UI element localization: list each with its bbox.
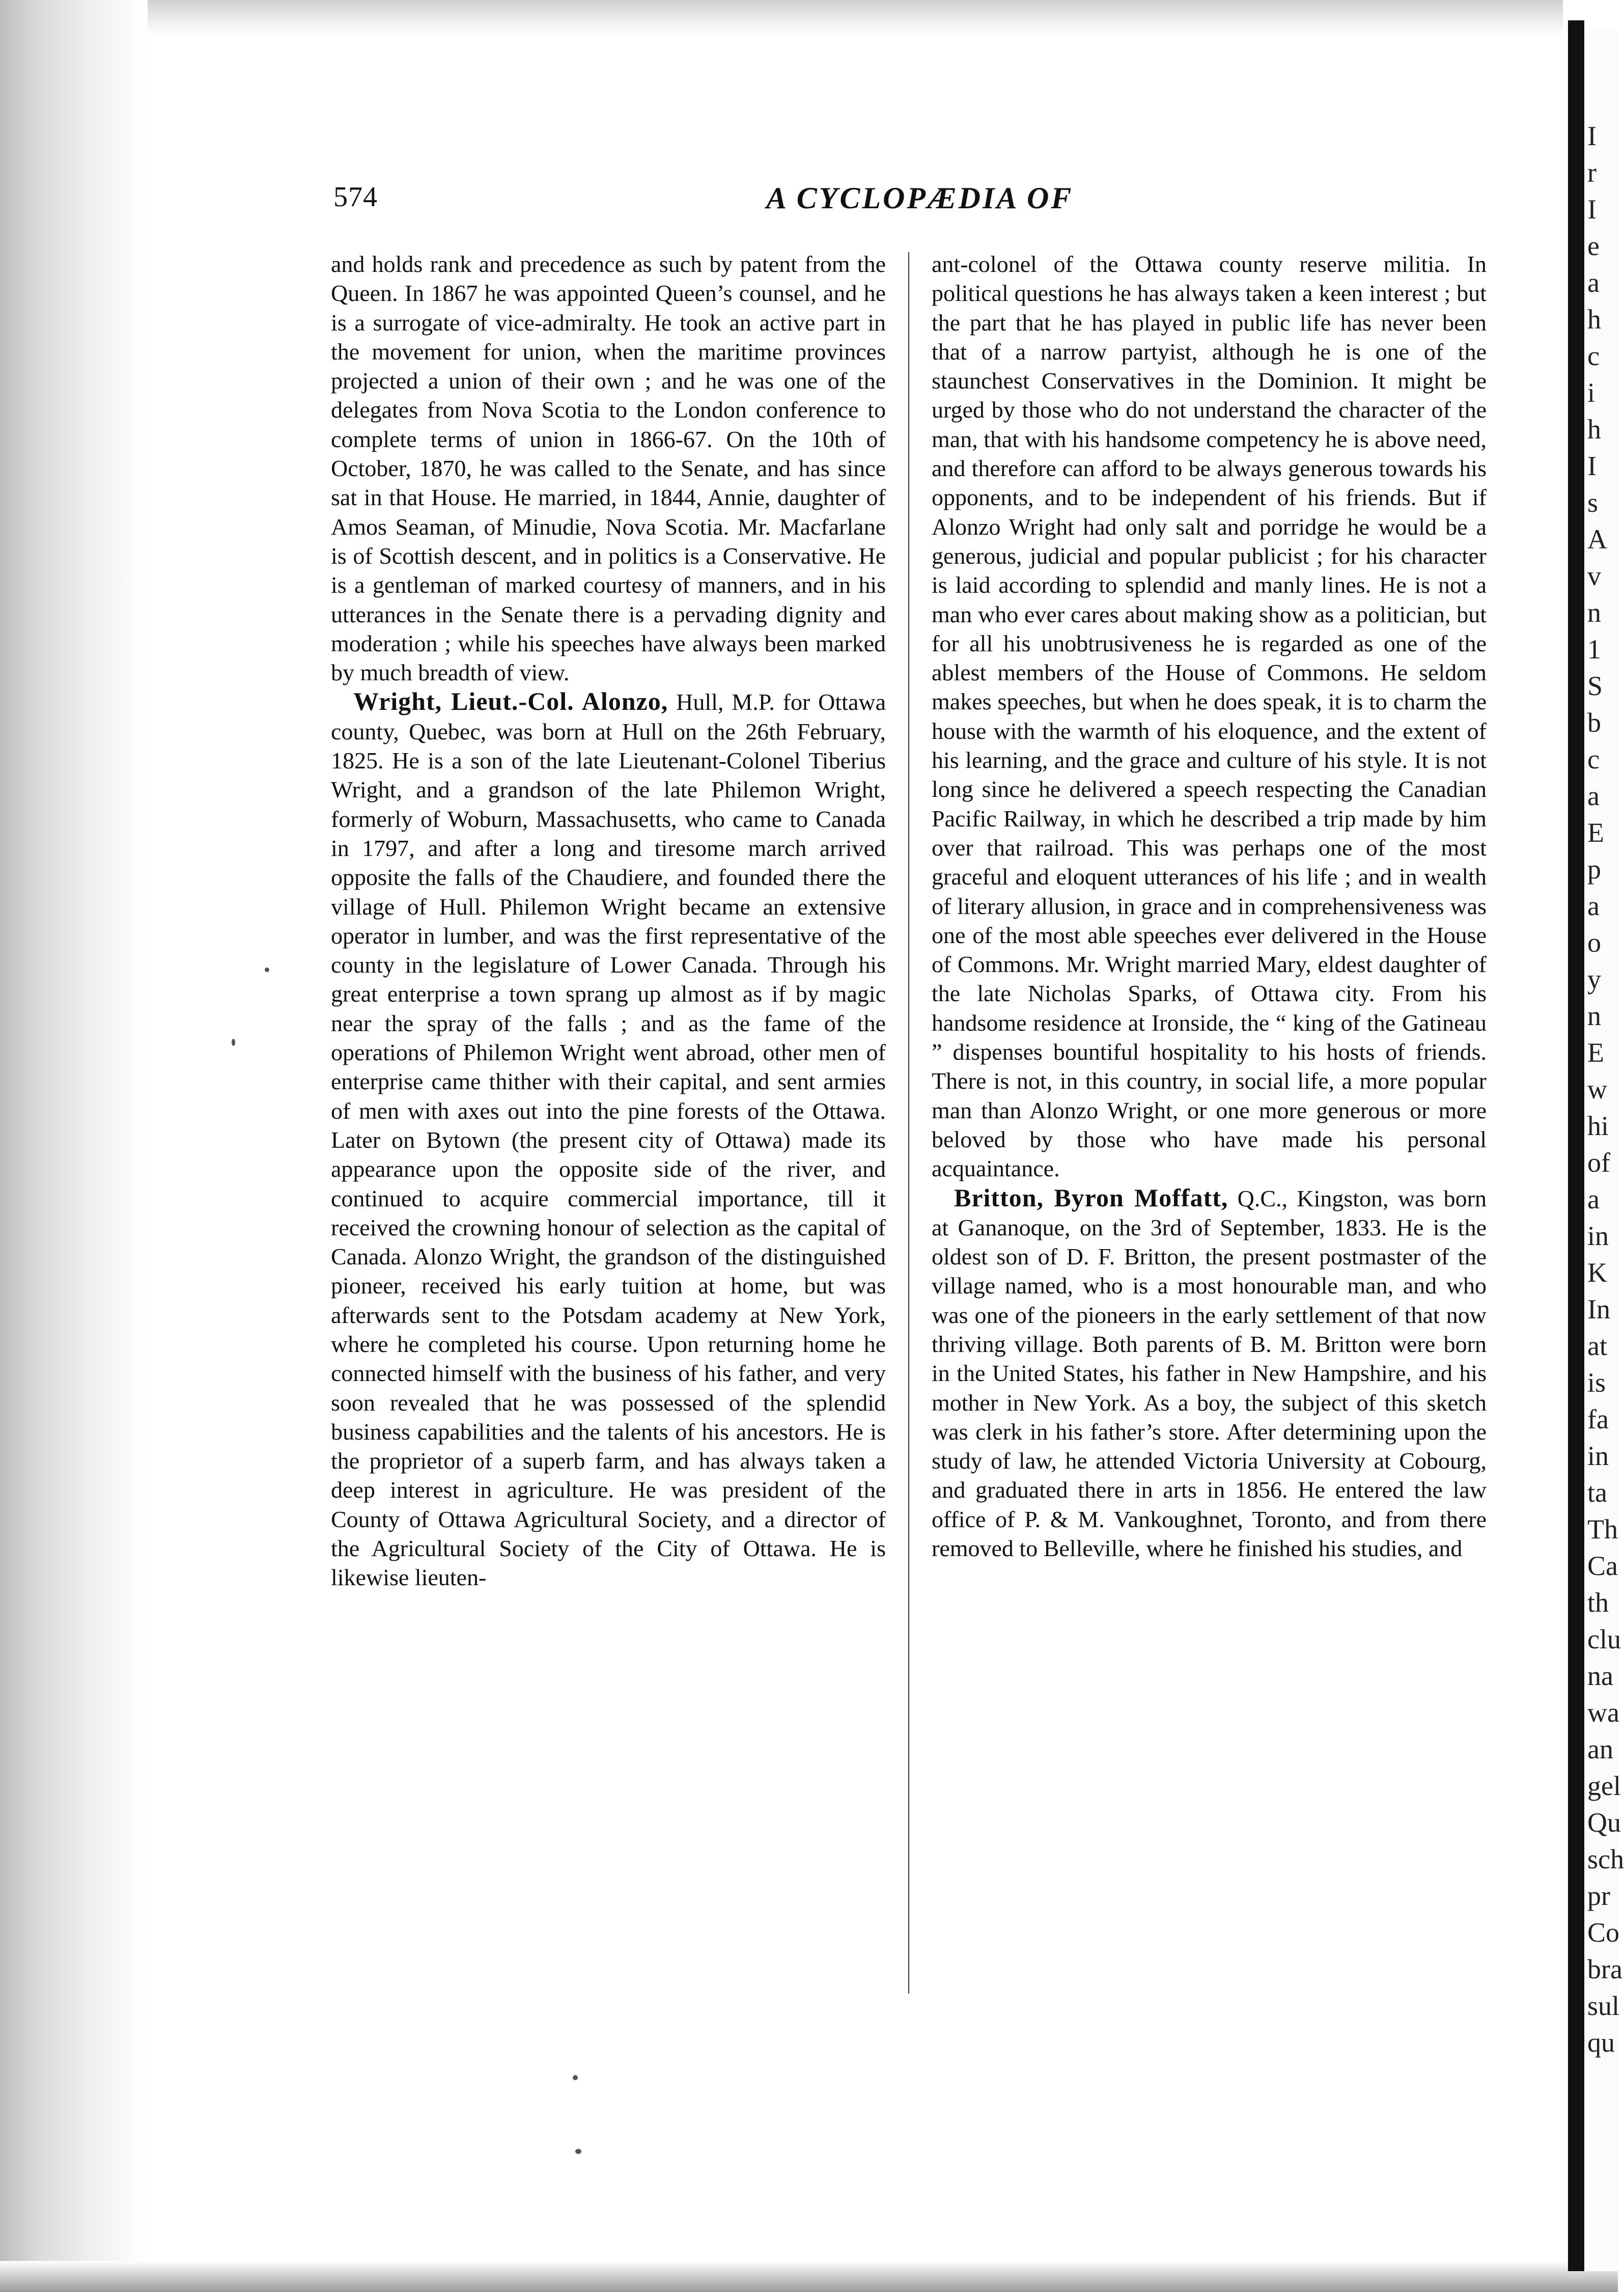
entry-britton — [932, 1183, 1487, 1563]
facing-page-letter: h — [1587, 304, 1601, 335]
facing-page-letter: in — [1587, 1441, 1609, 1471]
facing-page-letter: clu — [1587, 1624, 1621, 1654]
facing-page-letter: a — [1587, 1184, 1600, 1214]
facing-page-letter: Th — [1587, 1514, 1618, 1544]
entry-wright — [331, 687, 886, 1592]
facing-page-letter: hi — [1587, 1111, 1609, 1141]
facing-page-letter: 1 — [1587, 634, 1601, 665]
facing-page-letter: E — [1587, 817, 1604, 848]
ink-speck — [575, 2149, 581, 2154]
paragraph-macfarlane-continued: and holds rank and precedence as such by patent from the Queen. In 1867 he was appointed Queen’s counsel, and he is a surrogate of vice-admiralty. He took an active part in the movement for union, when the maritime provinces projected a union of their own ; and he was one of the delegates from Nova Scotia to the London conference to complete terms of union in 1866-67. On the 10th of October, 1870, he was called to the Senate, and has since sat in that House. He married, in 1844, Annie, daughter of Amos Seaman, of Minudie, Nova Scotia. Mr. Macfarlane is of Scottish descent, and in politics is a Conservative. He is a gentleman of marked courtesy of manners, and in his utterances in the Senate there is a pervading dignity and moderation ; while his speeches have always been marked by much breadth of view. — [331, 251, 886, 686]
entry-text-wright: Hull, M.P. for Ottawa county, Quebec, was born at Hull on the 26th February, 1825. He is a son of the late Lieutenant-Colonel Tiberius Wright, and a grandson of the late Philemon Wright, formerly of Woburn, Massachusetts, who came to Canada in 1797, and after a long and tiresome march arrived opposite the falls of the Chaudiere, and founded there the village of Hull. Philemon Wright became an extensive operator in lumber, and was the first representative of the county in the legislature of Lower Canada. Through his great enterprise a town sprang up almost as if by magic near the spray of the falls ; and as the fame of the operations of Philemon Wright went abroad, other men of enterprise came thither with their capital, and sent armies of men with axes out into the pine forests of the Ottawa. Later on Bytown (the present city of Ottawa) made its appearance upon the opposite side of the river, and continued to acquire commercial importance, till it received the crowning honour of selection as the capital of Canada. Alonzo Wright, the grandson of the distinguished pioneer, received his early tuition at home, but was afterwards sent to the Potsdam academy at New York, where he completed his course. Upon returning home he connected himself with the business of his father, and very soon revealed that he was possessed of the splendid business capabilities and the talents of his ancestors. He is the proprietor of a superb farm, and has always taken a deep interest in agriculture. He was president of the County of Ottawa Agricultural Society, and a director of the Agricultural Society of the City of Ottawa. He is likewise lieuten- — [331, 689, 886, 1591]
facing-page-letter: o — [1587, 927, 1601, 958]
facing-page-letter: K — [1587, 1257, 1607, 1288]
scan-edge-bottom — [0, 2261, 1618, 2292]
facing-page-letter: h — [1587, 414, 1601, 445]
facing-page-letter: S — [1587, 671, 1603, 701]
entry-name-wright: Wright, Lieut.-Col. Alonzo, — [353, 687, 668, 716]
facing-page-letter: Qu — [1587, 1807, 1621, 1838]
facing-page-letter: p — [1587, 854, 1601, 885]
facing-page-letter: y — [1587, 964, 1601, 995]
scan-edge-top — [148, 0, 1563, 36]
facing-page-letter: I — [1587, 451, 1597, 481]
entry-name-britton: Britton, Byron Moffatt, — [954, 1183, 1228, 1212]
facing-page-letter: th — [1587, 1587, 1609, 1618]
facing-page-letter: in — [1587, 1221, 1609, 1251]
facing-page-letter: at — [1587, 1331, 1607, 1361]
right-column — [932, 250, 1487, 1563]
entry-text-britton: Q.C., Kingston, was born at Gananoque, on the 3rd of September, 1833. He is the oldest son of D. F. Britton, the present postmaster of the village named, who is a most honourable man, and who was one of the pioneers in the early settlement of that now thriving village. Both parents of B. M. Britton were born in the United States, his father in New Hampshire, and his mother in New York. As a boy, the subject of this sketch was clerk in his father’s store. After determining upon the study of law, he attended Victoria University at Cobourg, and graduated there in arts in 1856. He entered the law office of P. & M. Vankoughnet, Toronto, and from there removed to Belleville, where he finished his studies, and — [932, 1185, 1487, 1562]
facing-page-letter: n — [1587, 597, 1601, 628]
facing-page-letter: sch — [1587, 1844, 1624, 1874]
facing-page-letter: qu — [1587, 2027, 1615, 2058]
facing-page-letter: b — [1587, 707, 1601, 738]
column-divider — [908, 252, 909, 1994]
facing-page-letter: I — [1587, 194, 1597, 225]
facing-page-fragment — [1584, 31, 1624, 2271]
facing-page-letter: sul — [1587, 1991, 1620, 2021]
facing-page-letter: bra — [1587, 1954, 1622, 1984]
facing-page-letter: ta — [1587, 1477, 1607, 1508]
ink-speck — [573, 2075, 578, 2080]
page-number: 574 — [333, 181, 378, 213]
facing-page-letter: A — [1587, 524, 1607, 555]
facing-page-letter: fa — [1587, 1404, 1609, 1434]
facing-page-letter: i — [1587, 377, 1595, 408]
facing-page-letter: of — [1587, 1147, 1610, 1178]
facing-page-letter: a — [1587, 891, 1600, 921]
facing-page-letter: wa — [1587, 1697, 1619, 1728]
facing-page-letter: an — [1587, 1734, 1613, 1764]
facing-page-letter: c — [1587, 744, 1600, 775]
paragraph-wright-continued: ant-colonel of the Ottawa county reserve militia. In political questions he has always taken a keen interest ; but the part that he has played in public life has never been that of a narrow partyist, although he is one of the staunchest Conservatives in the Dominion. It might be urged by those who do not understand the character of the man, that with his handsome competency he is above need, and therefore can afford to be always generous towards his opponents, and to be independent of his friends. But if Alonzo Wright had only salt and porridge he would be a generous, judicial and popular publicist ; for his character is laid according to splendid and manly lines. He is not a man who ever cares about making show as a politician, but for all his unobtrusiveness he is regarded as one of the ablest members of the House of Commons. He seldom makes speeches, but when he does speak, it is to charm the house with the warmth of his eloquence, and the extent of his learning, and the grace and culture of his style. It is not long since he delivered a speech respecting the Canadian Pacific Railway, in which he described a trip made by him over that railroad. This was perhaps one of the most graceful and eloquent utterances of his life ; and in wealth of literary allusion, in grace and in comprehensiveness was one of the most able speeches ever delivered in the House of Commons. Mr. Wright married Mary, eldest daughter of the late Nicholas Sparks, of Ottawa city. From his handsome residence at Ironside, the “ king of the Gatineau ” dispenses bountiful hospitality to his hosts of friends. There is not, in this country, in social life, a more popular man than Alonzo Wright, or one more generous or more beloved by those who have made his personal acquaintance. — [932, 251, 1487, 1182]
facing-page-letter: na — [1587, 1661, 1613, 1691]
facing-page-letter: e — [1587, 231, 1600, 261]
facing-page-letter: E — [1587, 1037, 1604, 1068]
ink-speck — [232, 1039, 235, 1046]
running-title: A CYCLOPÆDIA OF — [766, 181, 1074, 215]
facing-page-letter: I — [1587, 121, 1597, 151]
facing-page-letter: v — [1587, 561, 1601, 591]
facing-page-letter: In — [1587, 1294, 1610, 1324]
page-header — [333, 181, 1301, 222]
scan-edge-left — [0, 0, 148, 2292]
facing-page-letter: Ca — [1587, 1551, 1618, 1581]
facing-page-letter: Co — [1587, 1917, 1620, 1948]
ink-speck — [265, 968, 269, 972]
facing-page-letter: is — [1587, 1367, 1606, 1398]
facing-page-letter: pr — [1587, 1881, 1610, 1911]
facing-page-letter: r — [1587, 157, 1597, 188]
facing-page-letter: a — [1587, 267, 1600, 298]
facing-page-letter: w — [1587, 1074, 1607, 1104]
facing-page-letter: gel — [1587, 1771, 1621, 1801]
facing-page-letter: c — [1587, 341, 1600, 371]
facing-page-letter: s — [1587, 487, 1599, 518]
page-gutter-shadow — [1568, 20, 1584, 2271]
facing-page-letter: a — [1587, 781, 1600, 811]
facing-page-letter: n — [1587, 1001, 1601, 1031]
left-column — [331, 250, 886, 1592]
